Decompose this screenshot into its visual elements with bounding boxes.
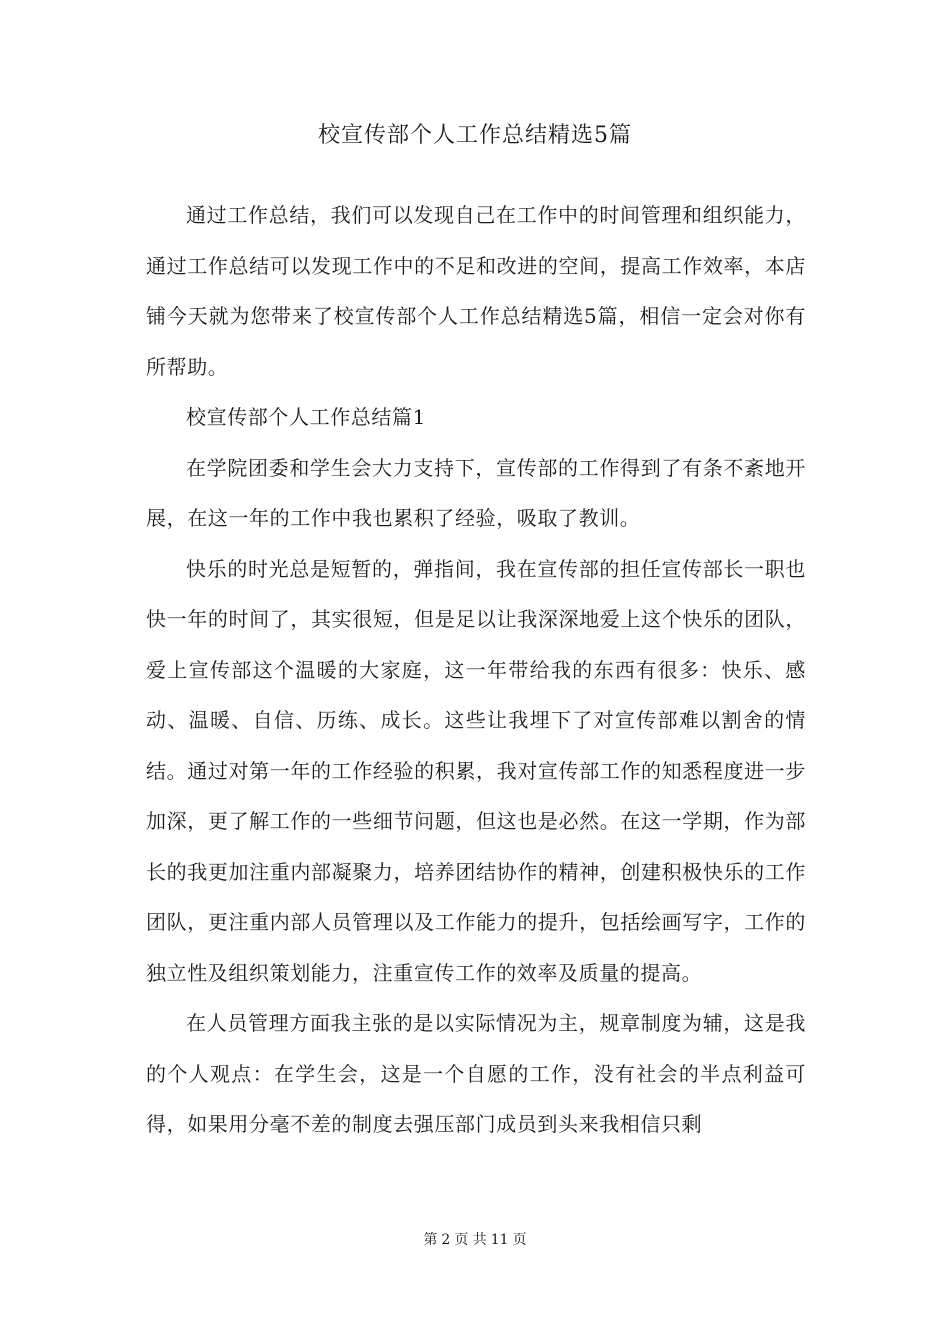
- footer-total-pages: 11: [490, 1232, 509, 1248]
- body-paragraph: 在学院团委和学生会大力支持下，宣传部的工作得到了有条不紊地开展，在这一年的工作中我也累积了经验，吸取了教训。: [146, 455, 806, 530]
- body-paragraph: 快乐的时光总是短暂的，弹指间，我在宣传部的担任宣传部长一职也快一年的时间了，其实很短，但是足以让我深深地爱上这个快乐的团队，爱上宣传部这个温暖的大家庭，这一年带给我的东西有很多：快乐、感动、温暖、自信、历练、成长。这些让我埋下了对宣传部难以割舍的情结。通过对第一年的工作经验的积累，我对宣传部工作的知悉程度进一步加深，更了解工作的一些细节问题，但这也是必然。在这一学期，作为部长的我更加注重内部凝聚力，培养团结协作的精神，创建积极快乐的工作团队，更注重内部人员管理以及工作能力的提升，包括绘画写字，工作的独立性及组织策划能力，注重宣传工作的效率及质量的提高。: [146, 556, 806, 985]
- footer-prefix: 第: [423, 1232, 438, 1248]
- document-body: [146, 190, 806, 1150]
- footer-suffix: 页: [512, 1232, 527, 1248]
- page-footer: [0, 1230, 950, 1250]
- section-heading: 校宣传部个人工作总结篇1: [186, 405, 426, 429]
- body-paragraph: 在人员管理方面我主张的是以实际情况为主，规章制度为辅，这是我的个人观点：在学生会，这是一个自愿的工作，没有社会的半点利益可得，如果用分毫不差的制度去强压部门成员到头来我相信只剩: [146, 1011, 806, 1136]
- footer-middle: 页 共: [454, 1232, 487, 1248]
- intro-paragraph: 通过工作总结，我们可以发现自己在工作中的时间管理和组织能力，通过工作总结可以发现工作中的不足和改进的空间，提高工作效率，本店铺今天就为您带来了校宣传部个人工作总结精选5篇，相信一定会对你有所帮助。: [146, 203, 806, 379]
- footer-current-page: 2: [441, 1232, 451, 1248]
- document-title: 校宣传部个人工作总结精选5篇: [318, 123, 632, 148]
